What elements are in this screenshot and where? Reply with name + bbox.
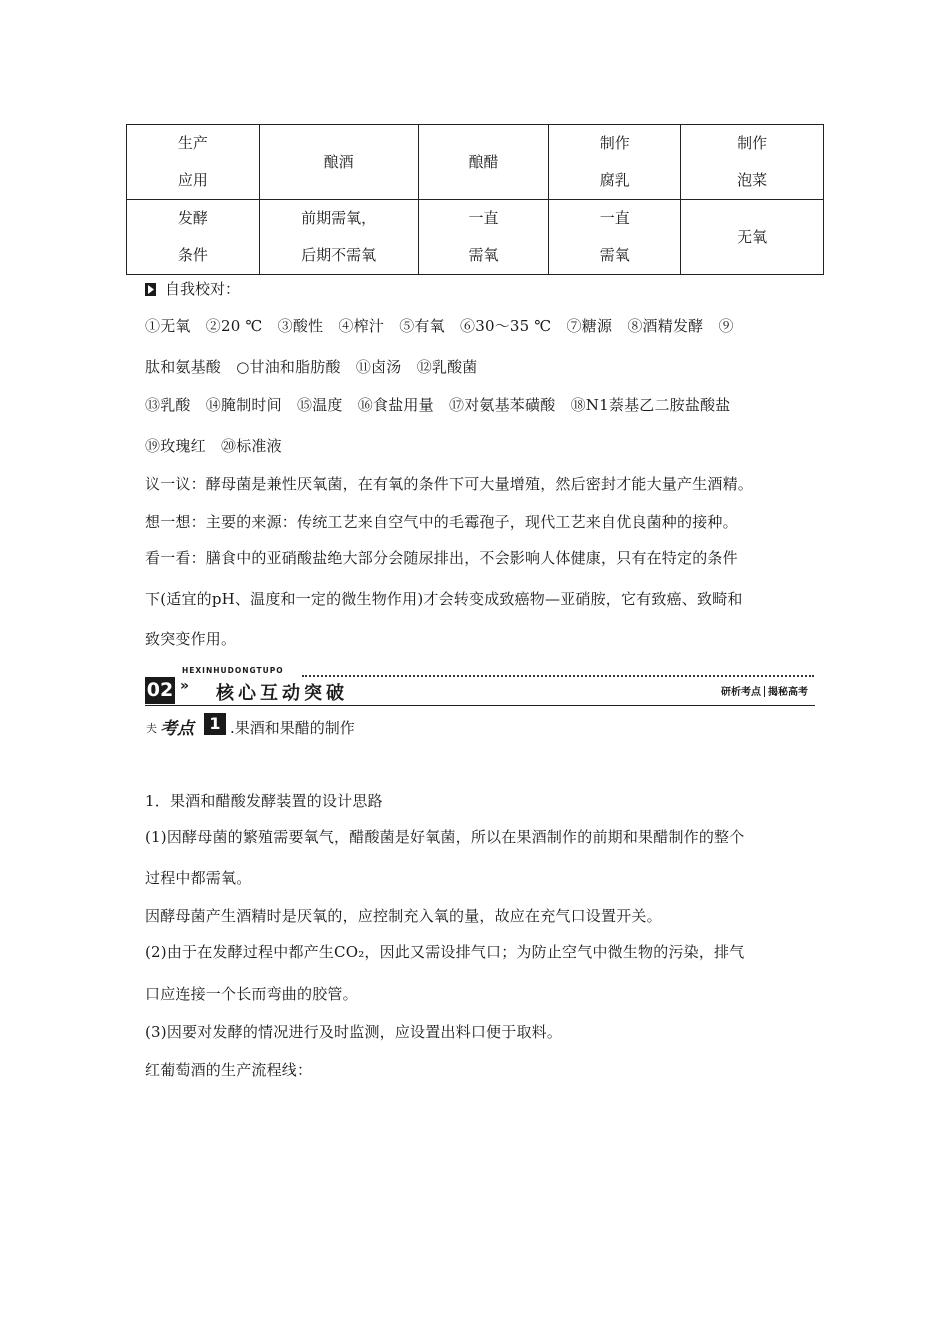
answer-line: ①无氧 ②20 ℃ ③酸性 ④榨汁 ⑤有氧 ⑥30～35 ℃ ⑦糖源 ⑧酒精发酵 ⑨ xyxy=(145,317,734,335)
self-check-label: 自我校对： xyxy=(165,280,241,298)
table-cell: 一直 需氧 xyxy=(549,200,681,275)
table-cell: 一直 需氧 xyxy=(418,200,549,275)
table-cell: 酿酒 xyxy=(259,125,418,200)
keypoint-ornament: 夫 xyxy=(146,722,157,735)
section-pinyin: HEXINHUDONGTUPO xyxy=(182,666,284,675)
section-title: 核心互动突破 xyxy=(216,683,348,704)
triangle-marker-icon xyxy=(145,283,156,296)
discussion-line: 下(适宜的pH、温度和一定的微生物作用)才会转变成致癌物—亚硝胺，它有致癌、致畸和 xyxy=(145,590,743,608)
double-chevron-icon: » xyxy=(180,678,190,694)
row-header: 生产 应用 xyxy=(127,125,260,200)
answer-line: 肽和氨基酸 ○甘油和脂肪酸 ⑪卤汤 ⑫乳酸菌 xyxy=(145,358,478,376)
discussion-line: 致突变作用。 xyxy=(145,630,237,648)
discussion-line: 想一想：主要的来源：传统工艺来自空气中的毛霉孢子，现代工艺来自优良菌种的接种。 xyxy=(145,513,738,531)
table-cell: 无氧 xyxy=(681,200,824,275)
table-row xyxy=(127,125,824,200)
fermentation-comparison-table xyxy=(126,124,824,275)
body-line: 1．果酒和醋酸发酵装置的设计思路 xyxy=(145,792,383,810)
section-tagline xyxy=(721,683,808,698)
table-cell: 制作 泡菜 xyxy=(681,125,824,200)
body-line: 红葡萄酒的生产流程线： xyxy=(145,1061,313,1079)
section-number-badge: 02 xyxy=(145,677,175,704)
discussion-line: 看一看：膳食中的亚硝酸盐绝大部分会随尿排出，不会影响人体健康，只有在特定的条件 xyxy=(145,549,738,567)
keypoint-label: 考点 xyxy=(160,719,194,739)
table-cell: 制作 腐乳 xyxy=(549,125,681,200)
tagline-part: 研析考点 xyxy=(721,687,761,698)
body-line: (3)因要对发酵的情况进行及时监测，应设置出料口便于取料。 xyxy=(145,1023,563,1041)
body-line: 过程中都需氧。 xyxy=(145,869,252,887)
table-cell: 前期需氧， 后期不需氧 xyxy=(259,200,418,275)
body-line: 口应连接一个长而弯曲的胶管。 xyxy=(145,985,358,1003)
row-header: 发酵 条件 xyxy=(127,200,260,275)
tagline-part: 揭秘高考 xyxy=(768,687,808,698)
body-line: 因酵母菌产生酒精时是厌氧的，应控制充入氧的量，故应在充气口设置开关。 xyxy=(145,907,662,925)
separator-bar xyxy=(764,686,765,697)
answer-line: ⑲玫瑰红 ⑳标准液 xyxy=(145,437,282,455)
discussion-line: 议一议：酵母菌是兼性厌氧菌，在有氧的条件下可大量增殖，然后密封才能大量产生酒精。 xyxy=(145,475,754,493)
table-cell: 酿醋 xyxy=(418,125,549,200)
table-row xyxy=(127,200,824,275)
body-line: (1)因酵母菌的繁殖需要氧气，醋酸菌是好氧菌，所以在果酒制作的前期和果醋制作的整个 xyxy=(145,828,745,846)
body-line: (2)由于在发酵过程中都产生CO₂，因此又需设排气口；为防止空气中微生物的污染，排气 xyxy=(145,943,745,961)
answer-line: ⑬乳酸 ⑭腌制时间 ⑮温度 ⑯食盐用量 ⑰对氨基苯磺酸 ⑱N1萘基乙二胺盐酸盐 xyxy=(145,396,731,414)
keypoint-number-badge: 1 xyxy=(204,713,226,735)
dotted-divider xyxy=(302,675,814,677)
section-underline xyxy=(145,705,815,706)
keypoint-title: .果酒和果醋的制作 xyxy=(230,719,355,737)
